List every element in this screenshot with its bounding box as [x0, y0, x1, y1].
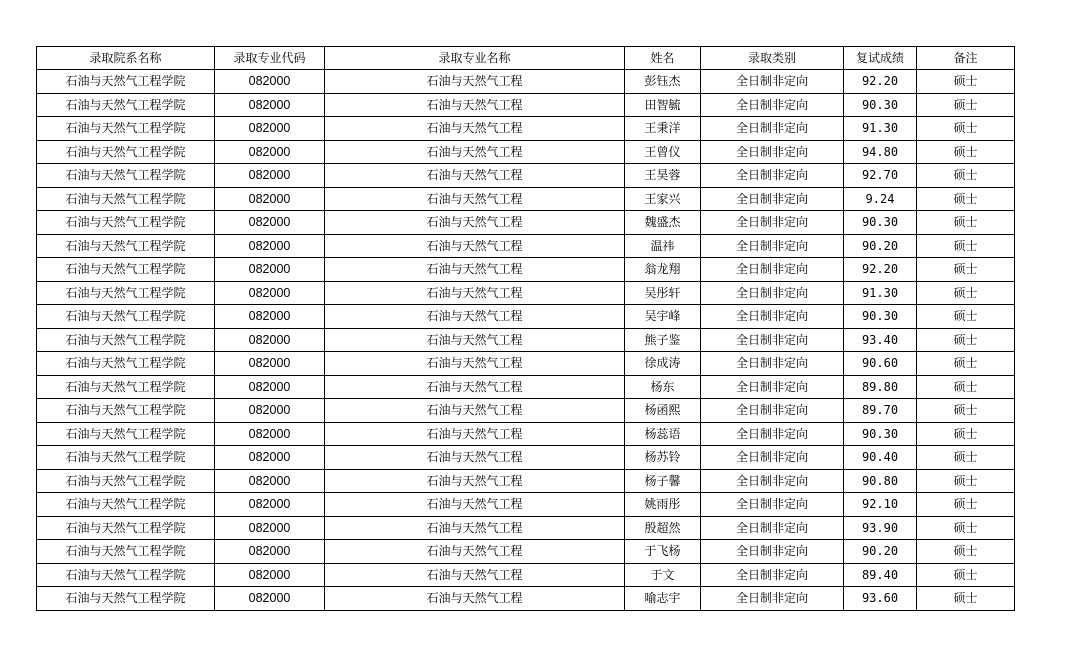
- table-row: [37, 93, 1015, 117]
- table-row: [37, 211, 1015, 235]
- major-name-cell: 石油与天然气工程: [325, 140, 625, 164]
- table-body: [37, 70, 1015, 611]
- retest-score-cell: 90.20: [844, 540, 917, 564]
- student-name-cell: 徐成涛: [625, 352, 701, 376]
- dept-name-cell: 石油与天然气工程学院: [37, 93, 215, 117]
- retest-score-cell: 89.40: [844, 563, 917, 587]
- major-name-cell: 石油与天然气工程: [325, 563, 625, 587]
- major-code-cell: 082000: [215, 587, 325, 611]
- major-code-cell: 082000: [215, 422, 325, 446]
- remark-cell: 硕士: [917, 234, 1015, 258]
- table-row: [37, 234, 1015, 258]
- retest-score-cell: 90.30: [844, 211, 917, 235]
- retest-score-cell: 9.24: [844, 187, 917, 211]
- student-name-cell: 熊子鉴: [625, 328, 701, 352]
- student-name-cell: 田智毓: [625, 93, 701, 117]
- admit-type-cell: 全日制非定向: [701, 446, 844, 470]
- remark-cell: 硕士: [917, 328, 1015, 352]
- student-name-cell: 翁龙翔: [625, 258, 701, 282]
- table-row: [37, 281, 1015, 305]
- retest-score-cell: 92.10: [844, 493, 917, 517]
- dept-name-cell: 石油与天然气工程学院: [37, 352, 215, 376]
- remark-cell: 硕士: [917, 117, 1015, 141]
- table-row: [37, 117, 1015, 141]
- table-row: [37, 446, 1015, 470]
- major-code-cell: 082000: [215, 516, 325, 540]
- student-name-cell: 魏盛杰: [625, 211, 701, 235]
- major-code-cell: 082000: [215, 352, 325, 376]
- retest-score-cell: 90.40: [844, 446, 917, 470]
- remark-cell: 硕士: [917, 375, 1015, 399]
- remark-cell: 硕士: [917, 469, 1015, 493]
- major-name-cell: 石油与天然气工程: [325, 281, 625, 305]
- retest-score-cell: 93.60: [844, 587, 917, 611]
- table-row: [37, 352, 1015, 376]
- dept-name-cell: 石油与天然气工程学院: [37, 140, 215, 164]
- admit-type-cell: 全日制非定向: [701, 422, 844, 446]
- student-name-cell: 姚雨彤: [625, 493, 701, 517]
- remark-cell: 硕士: [917, 399, 1015, 423]
- remark-cell: 硕士: [917, 281, 1015, 305]
- retest-score-cell: 90.30: [844, 305, 917, 329]
- remark-cell: 硕士: [917, 352, 1015, 376]
- retest-score-cell: 92.70: [844, 164, 917, 188]
- header-major-name: 录取专业名称: [325, 47, 625, 70]
- table-row: [37, 187, 1015, 211]
- table-row: [37, 563, 1015, 587]
- retest-score-cell: 90.30: [844, 422, 917, 446]
- major-name-cell: 石油与天然气工程: [325, 469, 625, 493]
- retest-score-cell: 92.20: [844, 258, 917, 282]
- dept-name-cell: 石油与天然气工程学院: [37, 469, 215, 493]
- dept-name-cell: 石油与天然气工程学院: [37, 399, 215, 423]
- admit-type-cell: 全日制非定向: [701, 587, 844, 611]
- admit-type-cell: 全日制非定向: [701, 399, 844, 423]
- admit-type-cell: 全日制非定向: [701, 305, 844, 329]
- major-code-cell: 082000: [215, 70, 325, 94]
- student-name-cell: 杨苏铃: [625, 446, 701, 470]
- table-row: [37, 305, 1015, 329]
- remark-cell: 硕士: [917, 422, 1015, 446]
- major-code-cell: 082000: [215, 469, 325, 493]
- student-name-cell: 殷超然: [625, 516, 701, 540]
- major-name-cell: 石油与天然气工程: [325, 399, 625, 423]
- major-name-cell: 石油与天然气工程: [325, 234, 625, 258]
- major-code-cell: 082000: [215, 234, 325, 258]
- table-row: [37, 469, 1015, 493]
- retest-score-cell: 90.20: [844, 234, 917, 258]
- major-name-cell: 石油与天然气工程: [325, 422, 625, 446]
- dept-name-cell: 石油与天然气工程学院: [37, 281, 215, 305]
- remark-cell: 硕士: [917, 305, 1015, 329]
- remark-cell: 硕士: [917, 93, 1015, 117]
- retest-score-cell: 92.20: [844, 70, 917, 94]
- student-name-cell: 杨东: [625, 375, 701, 399]
- remark-cell: 硕士: [917, 70, 1015, 94]
- major-code-cell: 082000: [215, 563, 325, 587]
- dept-name-cell: 石油与天然气工程学院: [37, 117, 215, 141]
- dept-name-cell: 石油与天然气工程学院: [37, 234, 215, 258]
- major-name-cell: 石油与天然气工程: [325, 587, 625, 611]
- header-retest-score: 复试成绩: [844, 47, 917, 70]
- remark-cell: 硕士: [917, 187, 1015, 211]
- admit-type-cell: 全日制非定向: [701, 211, 844, 235]
- dept-name-cell: 石油与天然气工程学院: [37, 493, 215, 517]
- admit-type-cell: 全日制非定向: [701, 469, 844, 493]
- table-row: [37, 422, 1015, 446]
- retest-score-cell: 91.30: [844, 117, 917, 141]
- major-code-cell: 082000: [215, 211, 325, 235]
- dept-name-cell: 石油与天然气工程学院: [37, 328, 215, 352]
- retest-score-cell: 93.40: [844, 328, 917, 352]
- major-name-cell: 石油与天然气工程: [325, 187, 625, 211]
- dept-name-cell: 石油与天然气工程学院: [37, 587, 215, 611]
- table-row: [37, 375, 1015, 399]
- major-code-cell: 082000: [215, 258, 325, 282]
- dept-name-cell: 石油与天然气工程学院: [37, 305, 215, 329]
- admission-table: [36, 46, 1015, 611]
- remark-cell: 硕士: [917, 493, 1015, 517]
- major-code-cell: 082000: [215, 375, 325, 399]
- student-name-cell: 彭钰杰: [625, 70, 701, 94]
- admit-type-cell: 全日制非定向: [701, 234, 844, 258]
- major-code-cell: 082000: [215, 305, 325, 329]
- dept-name-cell: 石油与天然气工程学院: [37, 70, 215, 94]
- admit-type-cell: 全日制非定向: [701, 258, 844, 282]
- remark-cell: 硕士: [917, 164, 1015, 188]
- major-code-cell: 082000: [215, 187, 325, 211]
- admit-type-cell: 全日制非定向: [701, 516, 844, 540]
- major-code-cell: 082000: [215, 281, 325, 305]
- admit-type-cell: 全日制非定向: [701, 164, 844, 188]
- student-name-cell: 杨蕊语: [625, 422, 701, 446]
- student-name-cell: 王昊蓉: [625, 164, 701, 188]
- retest-score-cell: 90.80: [844, 469, 917, 493]
- admit-type-cell: 全日制非定向: [701, 117, 844, 141]
- major-code-cell: 082000: [215, 164, 325, 188]
- major-name-cell: 石油与天然气工程: [325, 164, 625, 188]
- remark-cell: 硕士: [917, 211, 1015, 235]
- student-name-cell: 于飞杨: [625, 540, 701, 564]
- dept-name-cell: 石油与天然气工程学院: [37, 258, 215, 282]
- major-name-cell: 石油与天然气工程: [325, 352, 625, 376]
- retest-score-cell: 91.30: [844, 281, 917, 305]
- admit-type-cell: 全日制非定向: [701, 93, 844, 117]
- header-row: [37, 47, 1015, 70]
- header-student-name: 姓名: [625, 47, 701, 70]
- major-code-cell: 082000: [215, 93, 325, 117]
- table-row: [37, 140, 1015, 164]
- student-name-cell: 杨子馨: [625, 469, 701, 493]
- table-row: [37, 493, 1015, 517]
- dept-name-cell: 石油与天然气工程学院: [37, 187, 215, 211]
- table-row: [37, 164, 1015, 188]
- major-code-cell: 082000: [215, 540, 325, 564]
- major-name-cell: 石油与天然气工程: [325, 70, 625, 94]
- major-code-cell: 082000: [215, 328, 325, 352]
- admit-type-cell: 全日制非定向: [701, 540, 844, 564]
- retest-score-cell: 94.80: [844, 140, 917, 164]
- remark-cell: 硕士: [917, 516, 1015, 540]
- table-row: [37, 587, 1015, 611]
- remark-cell: 硕士: [917, 258, 1015, 282]
- major-code-cell: 082000: [215, 446, 325, 470]
- major-name-cell: 石油与天然气工程: [325, 516, 625, 540]
- header-remark: 备注: [917, 47, 1015, 70]
- table-row: [37, 399, 1015, 423]
- student-name-cell: 王家兴: [625, 187, 701, 211]
- admit-type-cell: 全日制非定向: [701, 281, 844, 305]
- admit-type-cell: 全日制非定向: [701, 563, 844, 587]
- retest-score-cell: 90.60: [844, 352, 917, 376]
- major-name-cell: 石油与天然气工程: [325, 117, 625, 141]
- dept-name-cell: 石油与天然气工程学院: [37, 422, 215, 446]
- admit-type-cell: 全日制非定向: [701, 187, 844, 211]
- student-name-cell: 杨函熙: [625, 399, 701, 423]
- admit-type-cell: 全日制非定向: [701, 140, 844, 164]
- major-code-cell: 082000: [215, 117, 325, 141]
- admit-type-cell: 全日制非定向: [701, 328, 844, 352]
- header-major-code: 录取专业代码: [215, 47, 325, 70]
- student-name-cell: 王秉洋: [625, 117, 701, 141]
- dept-name-cell: 石油与天然气工程学院: [37, 375, 215, 399]
- retest-score-cell: 89.80: [844, 375, 917, 399]
- dept-name-cell: 石油与天然气工程学院: [37, 540, 215, 564]
- table-row: [37, 258, 1015, 282]
- table-row: [37, 328, 1015, 352]
- dept-name-cell: 石油与天然气工程学院: [37, 446, 215, 470]
- dept-name-cell: 石油与天然气工程学院: [37, 211, 215, 235]
- remark-cell: 硕士: [917, 446, 1015, 470]
- remark-cell: 硕士: [917, 587, 1015, 611]
- remark-cell: 硕士: [917, 540, 1015, 564]
- major-name-cell: 石油与天然气工程: [325, 493, 625, 517]
- table-row: [37, 540, 1015, 564]
- student-name-cell: 于文: [625, 563, 701, 587]
- major-name-cell: 石油与天然气工程: [325, 375, 625, 399]
- major-name-cell: 石油与天然气工程: [325, 258, 625, 282]
- admit-type-cell: 全日制非定向: [701, 493, 844, 517]
- student-name-cell: 喻志宇: [625, 587, 701, 611]
- dept-name-cell: 石油与天然气工程学院: [37, 164, 215, 188]
- major-name-cell: 石油与天然气工程: [325, 305, 625, 329]
- student-name-cell: 王曾仪: [625, 140, 701, 164]
- major-name-cell: 石油与天然气工程: [325, 540, 625, 564]
- retest-score-cell: 90.30: [844, 93, 917, 117]
- major-name-cell: 石油与天然气工程: [325, 93, 625, 117]
- table-row: [37, 70, 1015, 94]
- student-name-cell: 温祎: [625, 234, 701, 258]
- admit-type-cell: 全日制非定向: [701, 352, 844, 376]
- major-name-cell: 石油与天然气工程: [325, 446, 625, 470]
- admit-type-cell: 全日制非定向: [701, 375, 844, 399]
- major-code-cell: 082000: [215, 493, 325, 517]
- dept-name-cell: 石油与天然气工程学院: [37, 516, 215, 540]
- header-dept-name: 录取院系名称: [37, 47, 215, 70]
- dept-name-cell: 石油与天然气工程学院: [37, 563, 215, 587]
- remark-cell: 硕士: [917, 140, 1015, 164]
- major-code-cell: 082000: [215, 140, 325, 164]
- student-name-cell: 吴宇峰: [625, 305, 701, 329]
- student-name-cell: 吴彤轩: [625, 281, 701, 305]
- table-row: [37, 516, 1015, 540]
- admit-type-cell: 全日制非定向: [701, 70, 844, 94]
- major-code-cell: 082000: [215, 399, 325, 423]
- remark-cell: 硕士: [917, 563, 1015, 587]
- major-name-cell: 石油与天然气工程: [325, 328, 625, 352]
- major-name-cell: 石油与天然气工程: [325, 211, 625, 235]
- retest-score-cell: 89.70: [844, 399, 917, 423]
- retest-score-cell: 93.90: [844, 516, 917, 540]
- header-admit-type: 录取类别: [701, 47, 844, 70]
